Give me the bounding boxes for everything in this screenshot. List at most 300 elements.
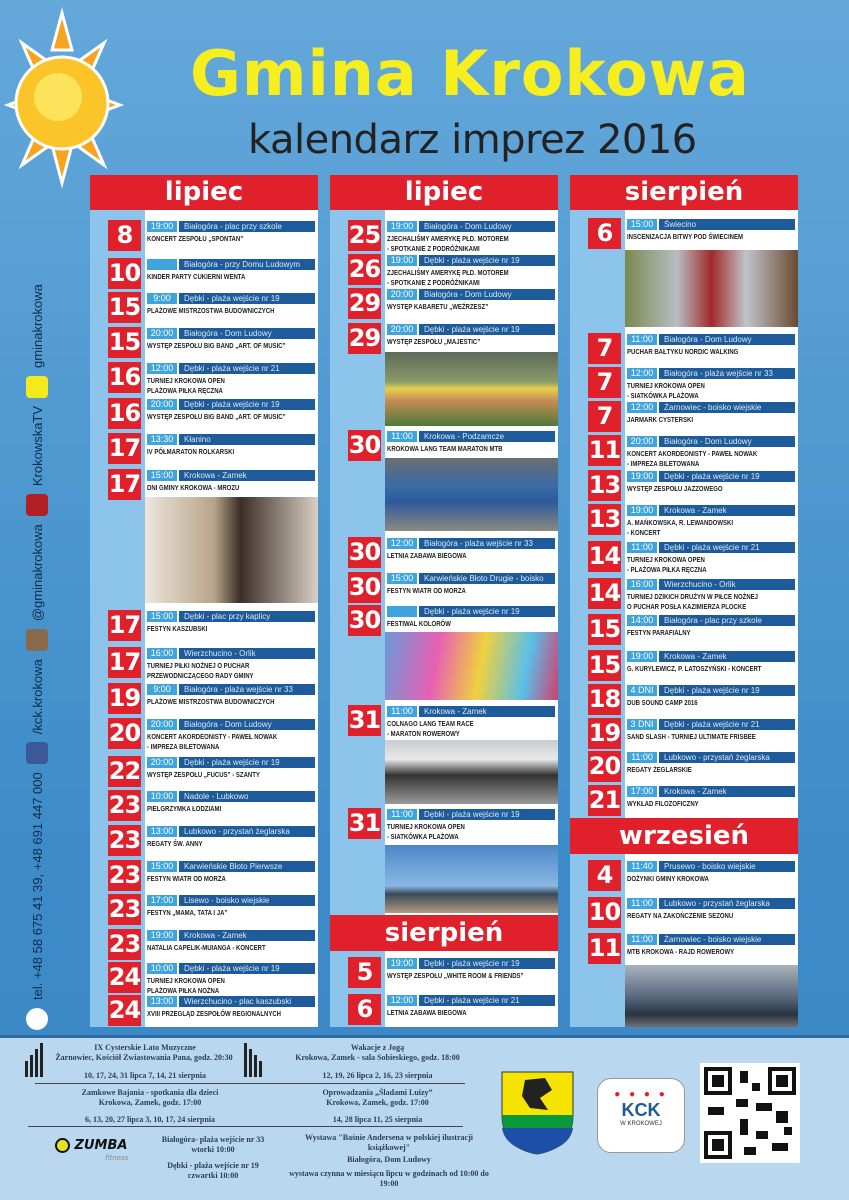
event-day: 20 <box>108 719 141 747</box>
event-title: FESTYN WIATR OD MORZA <box>147 874 226 883</box>
event-title: LETNIA ZABAWA BIEGOWA <box>387 1008 467 1017</box>
event-title: WYSTĘP ZESPOŁU „FUCUS” - SZANTY <box>147 770 260 779</box>
event-day: 18 <box>588 685 621 713</box>
event-title: FESTIWAL KOLORÓW <box>387 619 451 628</box>
event-time: 20:00 <box>387 289 417 300</box>
tour-name: Oprowadzania „Śladami Luizy” <box>322 1088 433 1097</box>
event-day: 10 <box>588 898 621 926</box>
event-time: 15:00 <box>387 573 417 584</box>
month-header: lipiec <box>90 175 318 210</box>
event-day: 23 <box>108 826 141 854</box>
event-title: WYSTĘP ZESPOŁU JAZZOWEGO <box>627 484 723 493</box>
event-time: 19:00 <box>627 651 657 662</box>
event-day: 29 <box>348 324 381 352</box>
event-day: 16 <box>108 363 141 391</box>
event-day: 23 <box>108 861 141 889</box>
event-time: 17:00 <box>627 786 657 797</box>
event-title: REGATY ŻEGLARSKIE <box>627 765 692 774</box>
event-item[interactable] <box>570 578 798 610</box>
zumba-place-1: Białogóra- plaża wejście nr 33 wtorki 10:00 <box>161 1135 265 1154</box>
event-item[interactable] <box>90 929 318 961</box>
tales-name: Zamkowe Bajania - spotkania dla dzieci <box>81 1088 219 1097</box>
month-header: sierpień <box>570 175 798 210</box>
event-title: KINDER PARTY CUKIERNI WENTA <box>147 272 246 281</box>
qr-code[interactable] <box>700 1063 800 1163</box>
event-item[interactable] <box>90 647 318 679</box>
yoga-name: Wakacje z Jogą <box>350 1043 405 1052</box>
event-title: MTB KROKOWA - RAJD ROWEROWY <box>627 947 735 956</box>
event-item[interactable] <box>330 572 558 604</box>
event-day: 8 <box>108 220 141 251</box>
event-item[interactable] <box>90 995 318 1027</box>
event-item[interactable] <box>90 683 318 715</box>
event-item[interactable] <box>90 362 318 394</box>
event-day: 17 <box>108 470 141 498</box>
event-item[interactable] <box>90 398 318 430</box>
event-title: WYSTĘP ZESPOŁU BIG BAND „ART. OF MUSIC” <box>147 341 286 350</box>
event-location: Dębki - plaża wejście nr 19 <box>659 471 795 482</box>
event-item[interactable] <box>90 258 318 290</box>
event-time: 19:00 <box>387 958 417 969</box>
event-day: 23 <box>108 895 141 923</box>
event-time: 11:00 <box>627 898 657 909</box>
event-item[interactable] <box>90 610 318 642</box>
sun-icon <box>0 5 125 190</box>
event-time: 4 DNI <box>627 685 657 696</box>
event-location: Lubkowo - przystań żeglarska <box>659 898 795 909</box>
event-photo <box>385 845 558 913</box>
event-photo <box>385 632 558 700</box>
event-photo <box>385 458 558 531</box>
event-title: WYKŁAD FILOZOFICZNY <box>627 799 699 808</box>
event-location: Wierzchucino - plac kaszubski <box>179 996 315 1007</box>
event-location: Dębki - plaża wejście nr 19 <box>419 324 555 335</box>
event-item[interactable] <box>90 433 318 465</box>
event-photo <box>145 497 318 603</box>
event-day: 17 <box>108 648 141 676</box>
event-title: KROKOWA LANG TEAM MARATON MTB <box>387 444 503 453</box>
event-time: 11:00 <box>387 809 417 820</box>
event-location: Lubkowo - przystań żeglarska <box>659 752 795 763</box>
event-location: Dębki - plaża wejście nr 19 <box>419 809 555 820</box>
event-item[interactable] <box>570 333 798 365</box>
event-location: Nadole - Lubkowo <box>179 791 315 802</box>
event-day: 14 <box>588 579 621 607</box>
event-time: 20:00 <box>147 399 177 410</box>
event-location: Dębki - plaża wejście nr 19 <box>419 958 555 969</box>
event-item[interactable] <box>90 327 318 359</box>
event-location: Białogóra - Dom Ludowy <box>179 328 315 339</box>
event-title: TURNIEJ DZIKICH DRUŻYN W PIŁCE NOŻNEJ O PUCHAR POSŁA KAZIMIERZA PLOCKE <box>627 592 759 611</box>
event-time: 10:00 <box>147 963 177 974</box>
event-item[interactable] <box>570 785 798 817</box>
event-time: 19:00 <box>387 221 417 232</box>
event-item[interactable] <box>90 962 318 994</box>
event-item[interactable] <box>330 957 558 989</box>
event-time: 16:00 <box>627 579 657 590</box>
event-location: Białogóra - plac przy szkole <box>659 615 795 626</box>
event-title: ZJECHALIŚMY AMERYKĘ PŁD. MOTOREM - SPOTKANIE Z PODRÓŻNIKAMI <box>387 234 509 253</box>
event-location: Świecino <box>659 219 795 230</box>
event-title: SAND SLASH - TURNIEJ ULTIMATE FRISBEE <box>627 732 756 741</box>
event-item[interactable] <box>570 897 798 929</box>
event-title: KONCERT AKORDEONISTY - PAWEŁ NOWAK - IMPREZA BILETOWANA <box>147 732 278 751</box>
event-location: Dębki - plaża wejście nr 21 <box>179 363 315 374</box>
event-item[interactable] <box>90 756 318 788</box>
event-column <box>570 175 798 1027</box>
event-day: 29 <box>348 289 381 317</box>
event-location: Dębki - plaża wejście nr 19 <box>179 293 315 304</box>
event-day: 24 <box>108 996 141 1024</box>
instagram-handle[interactable]: @gminakrokowa <box>29 524 45 622</box>
event-location: Białogóra - Dom Ludowy <box>419 289 555 300</box>
event-time: 13:30 <box>147 434 177 445</box>
event-location: Lisewo - boisko wiejskie <box>179 895 315 906</box>
event-location: Dębki - plaża wejście nr 19 <box>659 685 795 696</box>
event-title: KONCERT AKORDEONISTY - PAWEŁ NOWAK - IMPREZA BILETOWANA <box>627 449 758 468</box>
event-location: Kłanino <box>179 434 315 445</box>
event-title: TURNIEJ KROKOWA OPEN - PLAŻOWA PIŁKA RĘCZNA <box>627 555 707 574</box>
event-location: Krokowa - Zamek <box>179 470 315 481</box>
event-location: Dębki - plaża wejście nr 19 <box>179 399 315 410</box>
event-title: IV PÓŁMARATON ROLKARSKI <box>147 447 235 456</box>
event-title: TURNIEJ KROKOWA OPEN - SIATKÓWKA PLAŻOWA <box>387 822 465 841</box>
event-day: 23 <box>108 791 141 819</box>
event-time: 15:00 <box>147 470 177 481</box>
phone-text: tel. +48 58 675 41 39, +48 691 447 000 <box>29 772 45 1000</box>
event-title: WYSTĘP KABARETU „WEŹRZESZ” <box>387 302 489 311</box>
event-time: 12:00 <box>387 538 417 549</box>
organ-pipes-icon <box>25 1043 45 1078</box>
event-day: 30 <box>348 606 381 634</box>
event-time: 15:00 <box>627 219 657 230</box>
event-location: Lubkowo - przystań żeglarska <box>179 826 315 837</box>
event-location: Dębki - plaża wejście nr 21 <box>419 995 555 1006</box>
event-photo <box>385 740 558 804</box>
event-title: FESTYN KASZUBSKI <box>147 624 208 633</box>
event-item[interactable] <box>90 825 318 857</box>
organ-festival-name: IX Cysterskie Lato Muzyczne <box>94 1043 196 1052</box>
zumba-place-2: Dębki - plaża wejście nr 19 czwartki 10:00 <box>167 1161 259 1180</box>
event-item[interactable] <box>330 220 558 252</box>
event-title: DNI GMINY KROKOWA - MROZU <box>147 483 240 492</box>
event-item[interactable] <box>90 718 318 750</box>
event-item[interactable] <box>570 718 798 750</box>
event-location: Karwieńskie Błoto Drugie - boisko <box>419 573 555 584</box>
event-item[interactable] <box>570 684 798 716</box>
event-item[interactable] <box>570 860 798 892</box>
organ-pipes-icon <box>244 1043 264 1078</box>
event-location: Krokowa - Zamek <box>659 505 795 516</box>
event-day: 26 <box>348 255 381 283</box>
event-title: XVIII PRZEGLĄD ZESPOŁÓW REGIONALNYCH <box>147 1009 282 1018</box>
event-day: 23 <box>108 930 141 958</box>
event-day: 30 <box>348 431 381 459</box>
event-item[interactable] <box>570 614 798 646</box>
event-title: NATALIA CAPELIK-MUIANGA - KONCERT <box>147 943 266 952</box>
event-day: 30 <box>348 573 381 601</box>
event-time: 11:40 <box>627 861 657 872</box>
organ-festival-dates: 10, 17, 24, 31 lipca 7, 14, 21 sierpnia <box>83 1071 206 1080</box>
event-photo <box>625 250 798 327</box>
event-item[interactable] <box>330 994 558 1026</box>
event-location: Białogóra - Dom Ludowy <box>179 719 315 730</box>
event-time: 9:00 <box>147 293 177 304</box>
social-contact-bar <box>26 284 48 1030</box>
event-item[interactable] <box>570 541 798 573</box>
event-day: 10 <box>108 259 141 287</box>
event-time: 11:00 <box>387 706 417 717</box>
event-title: LETNIA ZABAWA BIEGOWA <box>387 551 467 560</box>
event-location: Dębki - plaża wejście nr 21 <box>659 719 795 730</box>
event-day: 7 <box>588 367 621 398</box>
event-title: G. KURYLEWICZ, P. LATOSZYŃSKI - KONCERT <box>627 664 762 673</box>
footer <box>0 1035 849 1200</box>
event-photo <box>385 352 558 426</box>
event-location: Białogóra - plaża wejście nr 33 <box>659 368 795 379</box>
event-day: 5 <box>348 957 381 988</box>
event-day: 19 <box>108 684 141 712</box>
event-title: FESTYN WIATR OD MORZA <box>387 586 466 595</box>
event-column <box>90 175 318 1027</box>
month-header: sierpień <box>330 915 558 951</box>
facebook-icon[interactable] <box>26 742 48 764</box>
tour-place: Krokowa, Zamek, godz. 17:00 <box>326 1098 429 1107</box>
event-day: 14 <box>588 542 621 570</box>
event-location: Wierzchucino - Orlik <box>179 648 315 659</box>
event-day: 15 <box>588 651 621 679</box>
event-time: 10:00 <box>147 791 177 802</box>
event-location: Dębki - plaża wejście nr 19 <box>419 606 555 617</box>
event-location: Krokowa - Podzamcze <box>419 431 555 442</box>
event-item[interactable] <box>570 218 798 250</box>
event-time: 9:00 <box>147 684 177 695</box>
event-location: Białogóra - Dom Ludowy <box>659 334 795 345</box>
event-title: REGATY ŚW. ANNY <box>147 839 203 848</box>
event-time: 20:00 <box>147 719 177 730</box>
event-item[interactable] <box>330 323 558 355</box>
event-location: Krokowa - Zamek <box>179 930 315 941</box>
event-time <box>147 259 177 270</box>
tales-place: Krokowa, Zamek, godz. 17:00 <box>98 1098 202 1107</box>
event-location: Wierzchucino - Orlik <box>659 579 795 590</box>
event-item[interactable] <box>570 650 798 682</box>
event-item[interactable] <box>570 367 798 399</box>
kck-small-logo <box>26 1008 48 1030</box>
coat-of-arms-icon <box>500 1070 575 1155</box>
event-day: 24 <box>108 963 141 991</box>
event-day: 13 <box>588 505 621 533</box>
event-day: 13 <box>588 471 621 499</box>
event-item[interactable] <box>570 401 798 433</box>
event-column <box>330 175 558 1027</box>
event-item[interactable] <box>90 220 318 252</box>
event-time: 20:00 <box>627 436 657 447</box>
event-day: 20 <box>588 752 621 780</box>
event-day: 19 <box>588 719 621 747</box>
event-day: 30 <box>348 538 381 566</box>
event-time: 11:00 <box>387 431 417 442</box>
event-day: 4 <box>588 860 621 891</box>
event-title: WYSTĘP ZESPOŁU „WHITE ROOM & FRIENDS” <box>387 971 524 980</box>
event-title: INSCENIZACJA BITWY POD ŚWIECINEM <box>627 232 744 241</box>
event-title: FESTYN PARAFIALNY <box>627 628 691 637</box>
event-time: 3 DNI <box>627 719 657 730</box>
event-title: DUB SOUND CAMP 2016 <box>627 698 698 707</box>
event-item[interactable] <box>330 705 558 737</box>
event-location: Dębki - plac przy kaplicy <box>179 611 315 622</box>
event-time: 13:00 <box>147 996 177 1007</box>
event-time: 20:00 <box>147 757 177 768</box>
event-time: 16:00 <box>147 648 177 659</box>
event-item[interactable] <box>330 537 558 569</box>
youtube-icon[interactable] <box>26 494 48 516</box>
event-item[interactable] <box>570 751 798 783</box>
event-title: A. MAŃKOWSKA, R. LEWANDOWSKI - KONCERT <box>627 518 733 537</box>
month-header: wrzesień <box>570 818 798 854</box>
event-title: PUCHAR BAŁTYKU NORDIC WALKING <box>627 347 739 356</box>
event-day: 16 <box>108 399 141 427</box>
zumba-logo: ZUMBA fitness <box>55 1138 143 1162</box>
event-day: 21 <box>588 786 621 814</box>
event-title: PLAŻOWE MISTRZOSTWA BUDOWNICZYCH <box>147 306 275 315</box>
event-location: Żarnowiec - boisko wiejskie <box>659 934 795 945</box>
event-title: TURNIEJ KROKOWA OPEN PLAŻOWA PIŁKA NOŻNA <box>147 976 225 995</box>
event-item[interactable] <box>570 470 798 502</box>
event-time: 12:00 <box>147 363 177 374</box>
event-day: 7 <box>588 333 621 364</box>
event-title: DOŻYNKI GMINY KROKOWA <box>627 874 709 883</box>
event-time: 15:00 <box>147 861 177 872</box>
event-title: COLNAGO LANG TEAM RACE - MARATON ROWEROWY <box>387 719 474 738</box>
exhibition-name: Wystawa "Baśnie Andersena w polskiej ilustracji książkowej" <box>305 1133 473 1152</box>
event-item[interactable] <box>90 790 318 822</box>
event-day: 31 <box>348 706 381 734</box>
event-title: TURNIEJ KROKOWA OPEN PLAŻOWA PIŁKA RĘCZNA <box>147 376 225 395</box>
event-location: Białogóra - plaża wejście nr 33 <box>419 538 555 549</box>
kck-logo: ● ● ● ● KCK W KROKOWEJ <box>597 1078 685 1153</box>
event-day: 22 <box>108 757 141 785</box>
event-time: 11:00 <box>627 542 657 553</box>
event-time: 15:00 <box>147 611 177 622</box>
snapchat-icon[interactable] <box>26 376 48 398</box>
month-header: lipiec <box>330 175 558 210</box>
event-item[interactable] <box>90 894 318 926</box>
event-time: 20:00 <box>147 328 177 339</box>
event-day: 15 <box>588 615 621 643</box>
event-time <box>387 606 417 617</box>
event-time: 20:00 <box>387 324 417 335</box>
instagram-icon[interactable] <box>26 629 48 651</box>
event-time: 17:00 <box>147 895 177 906</box>
event-location: Żarnowiec - boisko wiejskie <box>659 402 795 413</box>
event-time: 11:00 <box>627 752 657 763</box>
event-title: PLAŻOWE MISTRZOSTWA BUDOWNICZYCH <box>147 697 275 706</box>
yoga-place: Krokowa, Zamek - sala Sobieskiego, godz. 18:00 <box>295 1053 460 1062</box>
event-day: 31 <box>348 809 381 837</box>
event-day: 25 <box>348 221 381 249</box>
divider <box>28 1126 463 1127</box>
event-time: 11:00 <box>627 334 657 345</box>
event-day: 17 <box>108 611 141 639</box>
event-location: Krokowa - Zamek <box>659 651 795 662</box>
event-location: Dębki - plaża wejście nr 21 <box>659 542 795 553</box>
organ-festival-place: Żarnowiec, Kościół Zwiastowania Pana, godz. 20:30 <box>55 1053 233 1062</box>
event-item[interactable] <box>330 254 558 286</box>
event-time: 12:00 <box>387 995 417 1006</box>
page-subtitle: kalendarz imprez 2016 <box>248 117 697 163</box>
event-title: WYSTĘP ZESPOŁU „MAJESTIC” <box>387 337 481 346</box>
event-time: 12:00 <box>627 368 657 379</box>
zumba-smiley-icon <box>55 1138 70 1153</box>
event-time: 19:00 <box>147 930 177 941</box>
tales-dates: 6, 13, 20, 27 lipca 3, 10, 17, 24 sierpnia <box>84 1115 215 1124</box>
event-day: 7 <box>588 401 621 432</box>
event-day: 15 <box>108 293 141 321</box>
exhibition-hours: wystawa czynna w miesiącu lipcu w godzinach od 10:00 do 19:00 <box>289 1169 489 1188</box>
event-item[interactable] <box>330 808 558 840</box>
event-title: REGATY NA ZAKOŃCZENIE SEZONU <box>627 911 734 920</box>
event-item[interactable] <box>90 860 318 892</box>
event-title: KONCERT ZESPOŁU „SPONTAN” <box>147 234 244 243</box>
event-day: 11 <box>588 934 621 962</box>
event-time: 19:00 <box>627 505 657 516</box>
event-item[interactable] <box>90 292 318 324</box>
event-location: Białogóra - plac przy szkole <box>179 221 315 232</box>
page-title: Gmina Krokowa <box>190 37 750 110</box>
event-day: 6 <box>348 994 381 1025</box>
tour-dates: 14, 28 lipca 11, 25 sierpnia <box>332 1115 423 1124</box>
event-location: Karwieńskie Błoto Pierwsze <box>179 861 315 872</box>
event-location: Białogóra - przy Domu Ludowym <box>179 259 315 270</box>
event-time: 19:00 <box>147 221 177 232</box>
youtube-handle[interactable]: KrokowskaTV <box>29 405 45 487</box>
event-location: Prusewo - boisko wiejskie <box>659 861 795 872</box>
event-title: TURNIEJ KROKOWA OPEN - SIATKÓWKA PLAŻOWA <box>627 381 705 400</box>
event-time: 11:00 <box>627 934 657 945</box>
event-time: 13:00 <box>147 826 177 837</box>
event-item[interactable] <box>570 933 798 965</box>
divider <box>35 1083 465 1084</box>
event-item[interactable] <box>330 288 558 320</box>
event-item[interactable] <box>570 435 798 467</box>
event-location: Dębki - plaża wejście nr 19 <box>419 255 555 266</box>
snapchat-handle[interactable]: gminakrokowa <box>29 284 45 368</box>
event-item[interactable] <box>570 504 798 536</box>
event-location: Dębki - plaża wejście nr 19 <box>179 757 315 768</box>
event-location: Krokowa - Zamek <box>659 786 795 797</box>
event-location: Białogóra - plaża wejście nr 33 <box>179 684 315 695</box>
event-location: Białogóra - Dom Ludowy <box>659 436 795 447</box>
event-location: Krokowa - Zamek <box>419 706 555 717</box>
event-title: PIELGRZYMKA ŁODZIAMI <box>147 804 222 813</box>
event-day: 15 <box>108 328 141 356</box>
event-day: 17 <box>108 434 141 462</box>
event-photo <box>625 965 798 1027</box>
exhibition-place: Białogóra, Dom Ludowy <box>347 1155 431 1164</box>
event-day: 6 <box>588 218 621 249</box>
event-location: Dębki - plaża wejście nr 19 <box>179 963 315 974</box>
event-time: 14:00 <box>627 615 657 626</box>
event-day: 11 <box>588 436 621 464</box>
event-title: TURNIEJ PIŁKI NOŻNEJ O PUCHAR PRZEWODNICZĄCEGO RADY GMINY <box>147 661 254 680</box>
yoga-dates: 12, 19, 26 lipca 2, 16, 23 sierpnia <box>322 1071 433 1080</box>
event-location: Białogóra - Dom Ludowy <box>419 221 555 232</box>
event-title: WYSTĘP ZESPOŁU BIG BAND „ART. OF MUSIC” <box>147 412 286 421</box>
event-title: ZJECHALIŚMY AMERYKĘ PŁD. MOTOREM - SPOTKANIE Z PODRÓŻNIKAMI <box>387 268 509 287</box>
event-time: 19:00 <box>387 255 417 266</box>
facebook-handle[interactable]: /kck.krokowa <box>29 659 45 735</box>
